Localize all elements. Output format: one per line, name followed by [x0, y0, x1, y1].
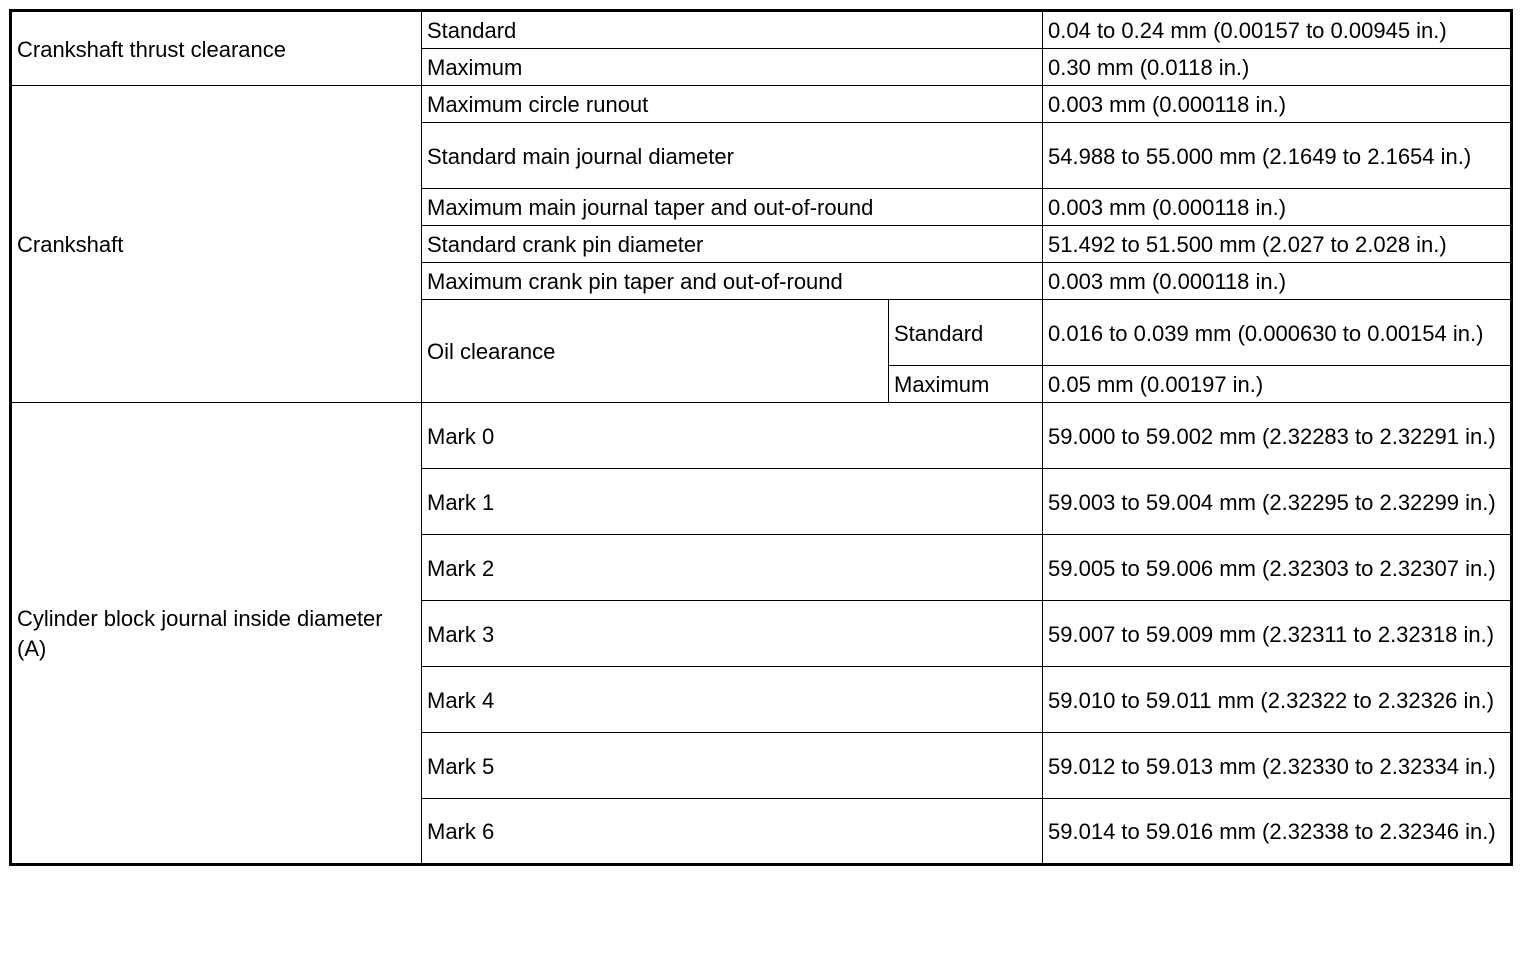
- spec-value: 59.000 to 59.002 mm (2.32283 to 2.32291 in.): [1043, 403, 1512, 469]
- spec-table: [9, 9, 1513, 866]
- spec-value: 0.30 mm (0.0118 in.): [1043, 49, 1512, 86]
- spec-item-label: Mark 2: [422, 535, 1043, 601]
- table-row: [11, 11, 1512, 49]
- spec-value: 0.003 mm (0.000118 in.): [1043, 263, 1512, 300]
- spec-item-label: Mark 4: [422, 667, 1043, 733]
- spec-item-label: Oil clearance: [422, 300, 889, 403]
- spec-item-label: Mark 6: [422, 799, 1043, 865]
- spec-value: 59.014 to 59.016 mm (2.32338 to 2.32346 in.): [1043, 799, 1512, 865]
- spec-item-label: Maximum circle runout: [422, 86, 1043, 123]
- spec-group-label: Crankshaft: [11, 86, 422, 403]
- spec-value: 0.016 to 0.039 mm (0.000630 to 0.00154 in.): [1043, 300, 1512, 366]
- spec-item-label: Maximum crank pin taper and out-of-round: [422, 263, 1043, 300]
- spec-value: 59.003 to 59.004 mm (2.32295 to 2.32299 in.): [1043, 469, 1512, 535]
- spec-group-label: Crankshaft thrust clearance: [11, 11, 422, 86]
- spec-value: 0.003 mm (0.000118 in.): [1043, 189, 1512, 226]
- spec-item-label: Mark 5: [422, 733, 1043, 799]
- spec-value: 0.04 to 0.24 mm (0.00157 to 0.00945 in.): [1043, 11, 1512, 49]
- spec-item-label: Maximum: [422, 49, 1043, 86]
- spec-item-label: Standard main journal diameter: [422, 123, 1043, 189]
- spec-item-label: Maximum main journal taper and out-of-round: [422, 189, 1043, 226]
- spec-value: 51.492 to 51.500 mm (2.027 to 2.028 in.): [1043, 226, 1512, 263]
- spec-item-label: Mark 1: [422, 469, 1043, 535]
- spec-subitem-label: Maximum: [889, 366, 1043, 403]
- spec-item-label: Standard: [422, 11, 1043, 49]
- spec-value: 59.005 to 59.006 mm (2.32303 to 2.32307 in.): [1043, 535, 1512, 601]
- spec-value: 59.010 to 59.011 mm (2.32322 to 2.32326 in.): [1043, 667, 1512, 733]
- spec-value: 0.05 mm (0.00197 in.): [1043, 366, 1512, 403]
- table-row: [11, 403, 1512, 469]
- spec-item-label: Standard crank pin diameter: [422, 226, 1043, 263]
- spec-item-label: Mark 3: [422, 601, 1043, 667]
- spec-item-label: Mark 0: [422, 403, 1043, 469]
- spec-value: 54.988 to 55.000 mm (2.1649 to 2.1654 in.): [1043, 123, 1512, 189]
- spec-group-label: Cylinder block journal inside diameter (A): [11, 403, 422, 865]
- spec-value: 59.007 to 59.009 mm (2.32311 to 2.32318 in.): [1043, 601, 1512, 667]
- table-row: [11, 86, 1512, 123]
- spec-value: 59.012 to 59.013 mm (2.32330 to 2.32334 in.): [1043, 733, 1512, 799]
- spec-subitem-label: Standard: [889, 300, 1043, 366]
- spec-value: 0.003 mm (0.000118 in.): [1043, 86, 1512, 123]
